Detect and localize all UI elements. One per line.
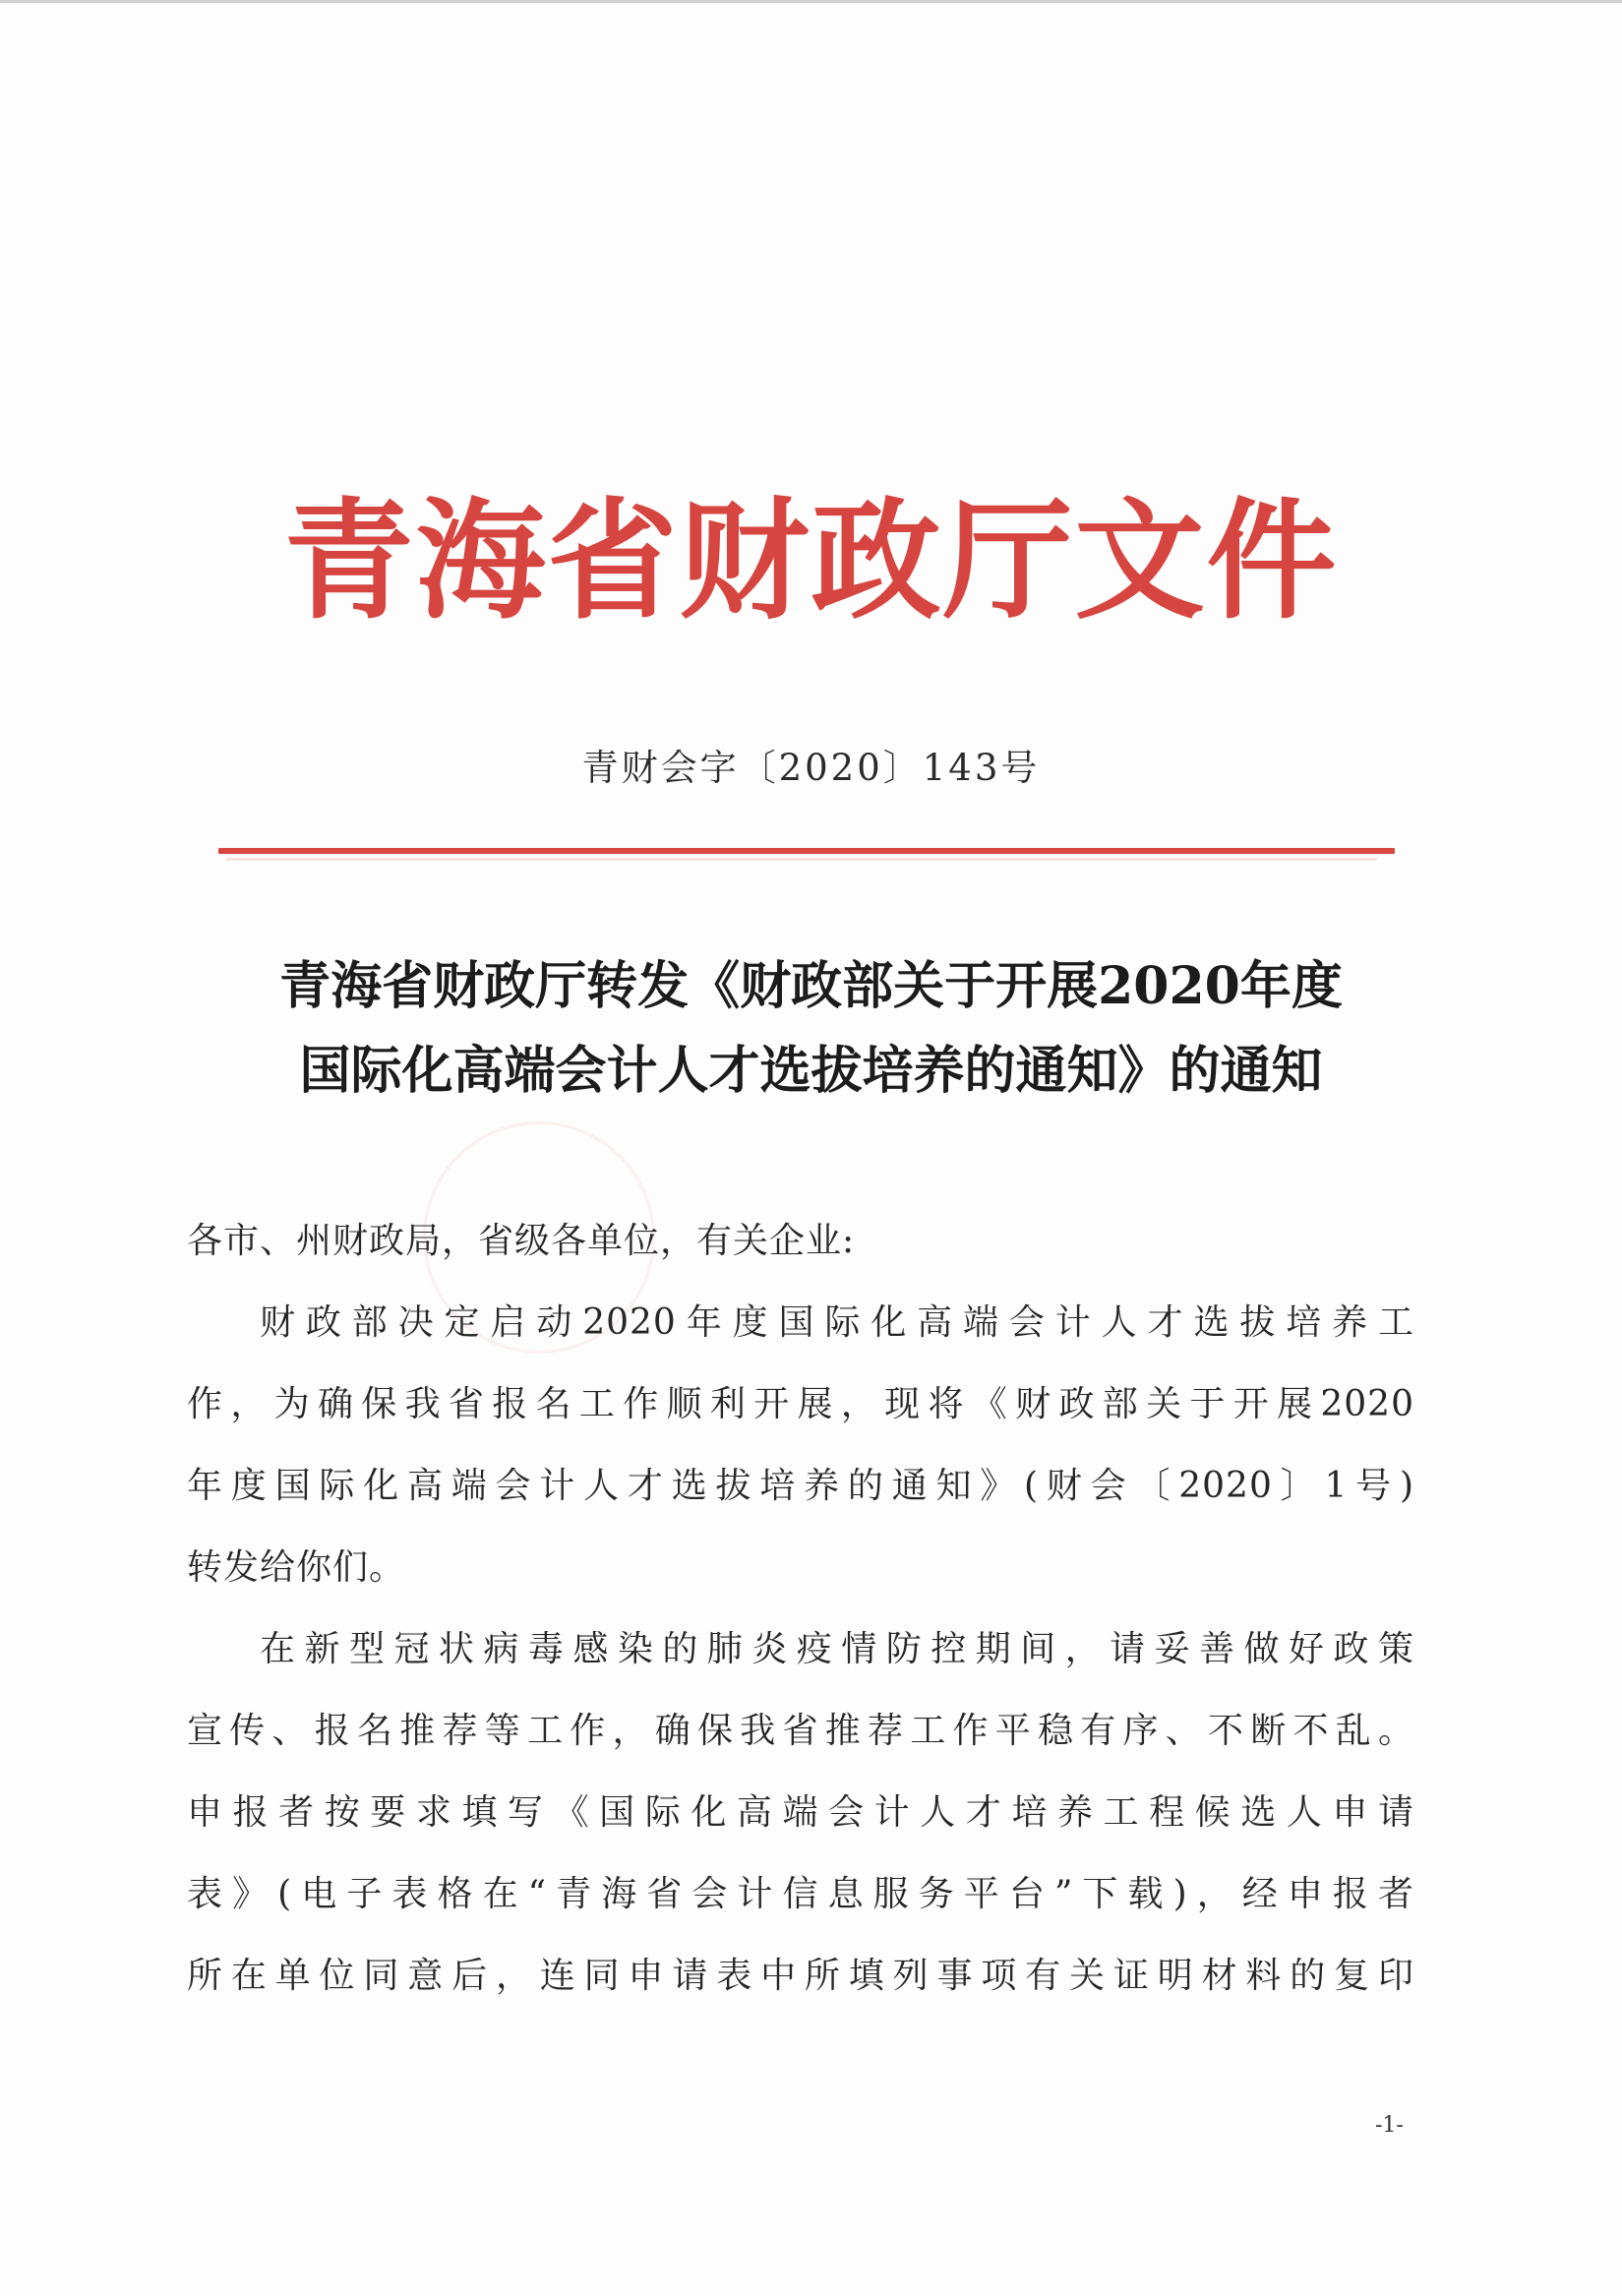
red-divider-bleed bbox=[226, 858, 1377, 861]
notice-title-line-1: 青海省财政厅转发《财政部关于开展2020年度 bbox=[279, 956, 1343, 1016]
body-line: 宣传、报名推荐等工作，确保我省推荐工作平稳有序、不断不乱。 bbox=[187, 1711, 1414, 1751]
body-line: 年度国际化高端会计人才选拔培养的通知》(财会〔2020〕1号) bbox=[187, 1466, 1414, 1506]
body-line: 财政部决定启动2020年度国际化高端会计人才选拔培养工 bbox=[260, 1302, 1414, 1343]
document-number: 青财会字〔2020〕143号 bbox=[581, 747, 1041, 789]
body-line: 转发给你们。 bbox=[187, 1547, 406, 1588]
notice-title-line-2: 国际化高端会计人才选拔培养的通知》的通知 bbox=[299, 1041, 1323, 1101]
body-line: 所在单位同意后，连同申请表中所填列事项有关证明材料的复印 bbox=[187, 1956, 1414, 1996]
body-line: 作，为确保我省报名工作顺利开展，现将《财政部关于开展2020 bbox=[187, 1384, 1414, 1424]
red-divider-line bbox=[218, 848, 1395, 854]
body-line: 表》(电子表格在“青海省会计信息服务平台”下载)，经申报者 bbox=[187, 1874, 1414, 1914]
scan-edge bbox=[0, 0, 1622, 3]
page-number: -1- bbox=[1375, 2113, 1404, 2138]
salutation-line: 各市、州财政局，省级各单位，有关企业: bbox=[187, 1221, 856, 1261]
notice-title bbox=[0, 944, 1622, 1114]
masthead-title: 青海省财政厅文件 bbox=[283, 485, 1339, 637]
notice-body bbox=[187, 1200, 1414, 2017]
body-line: 在新型冠状病毒感染的肺炎疫情防控期间，请妥善做好政策 bbox=[260, 1629, 1414, 1669]
body-line: 申报者按要求填写《国际化高端会计人才培养工程候选人申请 bbox=[187, 1792, 1414, 1833]
